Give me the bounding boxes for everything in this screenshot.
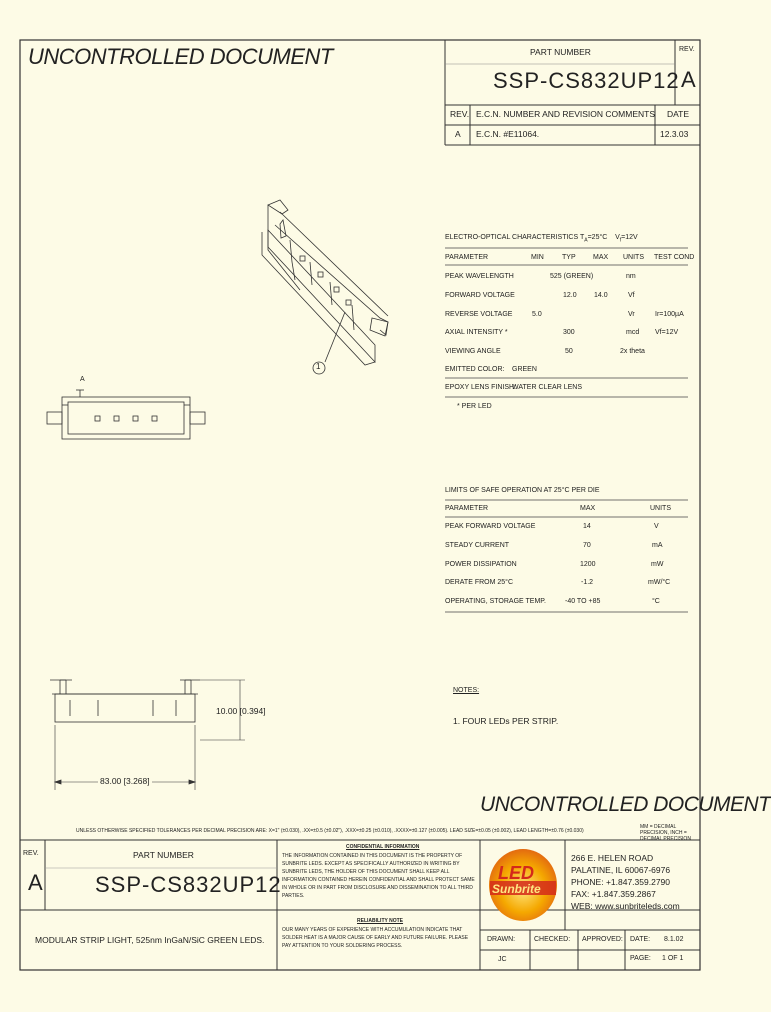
limits-col-units: UNITS bbox=[650, 505, 671, 512]
eo-row-units: mcd bbox=[626, 329, 640, 336]
epoxy-value: WATER CLEAR LENS bbox=[512, 384, 583, 391]
conf-body: THE INFORMATION CONTAINED IN THIS DOCUMENT IS THE PROPERTY OF SUNBRITE LEDS. EXCEPT AS SPECIFICALLY AUTHORIZED IN WRITING BY SUNBRITE LEDS, THE HOLDER OF THIS DOCUMENT SHALL KEEP ALL INFORMATION CONTAINED HEREIN CONFIDENTIAL AND SHALL PROTECT SAME IN WHOLE OR IN PART FROM DISCLOSURE AND DISSEMINATION TO ALL THIRD PARTIES. bbox=[282, 853, 475, 899]
dim-height: 10.00 [0.394] bbox=[216, 706, 266, 716]
watermark-bottom: UNCONTROLLED DOCUMENT bbox=[480, 793, 771, 816]
revisions-col-comment: E.C.N. NUMBER AND REVISION COMMENTS bbox=[476, 109, 655, 119]
revisions-col-date: DATE bbox=[667, 109, 690, 119]
eo-col-test: TEST COND bbox=[654, 254, 695, 261]
eo-row-typ: 300 bbox=[563, 329, 575, 336]
header-part-number: SSP-CS832UP12 bbox=[493, 68, 680, 93]
emitted-color-value: GREEN bbox=[512, 366, 537, 373]
balloon-label: 1 bbox=[316, 362, 321, 371]
eo-footnote: * PER LED bbox=[457, 403, 492, 410]
drawn-value: JC bbox=[498, 956, 507, 963]
eo-row-typ: 12.0 bbox=[563, 292, 577, 299]
conf-title: CONFIDENTIAL INFORMATION bbox=[346, 844, 420, 850]
limits-row-max: -40 TO +85 bbox=[565, 598, 601, 605]
limits-row-param: PEAK FORWARD VOLTAGE bbox=[445, 523, 536, 530]
approved-label: APPROVED: bbox=[582, 936, 623, 943]
eo-row-units: Vf bbox=[628, 292, 635, 299]
eo-row-max: 14.0 bbox=[594, 292, 608, 299]
rel-body: OUR MANY YEARS OF EXPERIENCE WITH ACCUMULATION INDICATE THAT SOLDER HEAT IS A MAJOR CAUSE OF EARLY AND FUTURE FAILURE. PLEASE PAY ATTENTION TO YOUR SOLDERING PROCESS. bbox=[282, 927, 469, 949]
watermark-top: UNCONTROLLED DOCUMENT bbox=[28, 44, 333, 69]
tb-rev-label: REV. bbox=[23, 850, 39, 857]
limits-row-param: STEADY CURRENT bbox=[445, 542, 510, 549]
logo-text: Sunbrite bbox=[492, 882, 541, 896]
eo-row-param: PEAK WAVELENGTH bbox=[445, 273, 514, 280]
eo-title: ELECTRO-OPTICAL CHARACTERISTICS $T_A=25^\circ C$ $V_f=12V$ bbox=[445, 234, 638, 244]
isometric-part-drawing bbox=[262, 200, 388, 374]
front-view-drawing bbox=[50, 680, 245, 790]
page-value: 1 OF 1 bbox=[662, 955, 684, 962]
checked-label: CHECKED: bbox=[534, 936, 571, 943]
eo-row-cond: Vf=12V bbox=[655, 329, 679, 336]
date-value: 8.1.02 bbox=[664, 936, 684, 943]
limits-row-units: V bbox=[654, 523, 659, 530]
eo-row-units: Vr bbox=[628, 311, 635, 318]
tb-description: MODULAR STRIP LIGHT, 525nm InGaN/SiC GREEN LEDS. bbox=[35, 935, 265, 945]
limits-row-units: mW bbox=[651, 561, 664, 568]
address-line: WEB: www.sunbriteleds.com bbox=[571, 901, 680, 911]
notes-item-1: 1. FOUR LEDs PER STRIP. bbox=[453, 716, 559, 726]
limits-row-param: DERATE FROM 25°C bbox=[445, 579, 514, 586]
address-line: 266 E. HELEN ROAD bbox=[571, 853, 654, 863]
emitted-color-label: EMITTED COLOR: bbox=[445, 366, 505, 373]
limits-row-max: 1200 bbox=[580, 561, 596, 568]
eo-col-typ: TYP bbox=[562, 254, 576, 261]
revisions-row-rev: A bbox=[455, 129, 461, 139]
dim-length: 83.00 [3.268] bbox=[100, 776, 150, 786]
limits-row-param: POWER DISSIPATION bbox=[445, 561, 517, 568]
limits-title: LIMITS OF SAFE OPERATION AT 25°C PER DIE bbox=[445, 487, 600, 494]
revisions-col-rev: REV. bbox=[450, 109, 470, 119]
header-rev: A bbox=[681, 67, 696, 92]
limits-row-units: °C bbox=[652, 598, 660, 605]
address-line: PHONE: +1.847.359.2790 bbox=[571, 877, 670, 887]
limits-row-units: mA bbox=[652, 542, 663, 549]
eo-row-param: REVERSE VOLTAGE bbox=[445, 311, 513, 318]
address-line: FAX: +1.847.359.2867 bbox=[571, 889, 656, 899]
eo-row-cond: Ir=100µA bbox=[655, 311, 684, 318]
limits-row-max: -1.2 bbox=[581, 579, 594, 586]
rel-title: RELIABILITY NOTE bbox=[357, 918, 404, 924]
tb-part-number: SSP-CS832UP12 bbox=[95, 872, 282, 897]
notes-title: NOTES: bbox=[453, 687, 480, 694]
eo-col-min: MIN bbox=[531, 254, 544, 261]
header-rev-label: REV. bbox=[679, 46, 695, 53]
eo-col-units: UNITS bbox=[623, 254, 644, 261]
tb-part-number-label: PART NUMBER bbox=[133, 850, 194, 860]
date-label: DATE: bbox=[630, 936, 651, 943]
revisions-row-comment: E.C.N. #E11064. bbox=[476, 129, 540, 139]
revisions-row-date: 12.3.03 bbox=[660, 129, 689, 139]
eo-row-typ: 525 (GREEN) bbox=[550, 273, 594, 280]
view-label-a: A bbox=[80, 376, 85, 383]
header-part-number-label: PART NUMBER bbox=[530, 47, 591, 57]
sunbrite-logo bbox=[486, 845, 560, 925]
top-view-drawing bbox=[47, 390, 205, 439]
address-line: PALATINE, IL 60067-6976 bbox=[571, 865, 671, 875]
eo-row-units: 2x theta bbox=[620, 348, 645, 355]
eo-row-param: VIEWING ANGLE bbox=[445, 348, 501, 355]
logo-led-text: LED bbox=[498, 863, 534, 883]
company-address bbox=[571, 852, 680, 912]
limits-row-units: mW/°C bbox=[648, 579, 671, 586]
eo-row-min: 5.0 bbox=[532, 311, 542, 318]
epoxy-label: EPOXY LENS FINISH: bbox=[445, 384, 517, 391]
drawn-label: DRAWN: bbox=[487, 936, 516, 943]
limits-row-max: 14 bbox=[583, 523, 591, 530]
eo-row-units: nm bbox=[626, 273, 636, 280]
eo-col-parameter: PARAMETER bbox=[445, 254, 489, 261]
limits-col-parameter: PARAMETER bbox=[445, 505, 489, 512]
tb-rev: A bbox=[28, 870, 43, 895]
eo-row-typ: 50 bbox=[565, 348, 573, 355]
eo-col-max: MAX bbox=[593, 254, 609, 261]
eo-row-param: AXIAL INTENSITY * bbox=[445, 329, 508, 336]
page-label: PAGE: bbox=[630, 955, 651, 962]
eo-row-param: FORWARD VOLTAGE bbox=[445, 292, 515, 299]
tolerance-note: UNLESS OTHERWISE SPECIFIED TOLERANCES PER DECIMAL PRECISION ARE: X=1" (±0.030), .XX=±0.5 (±0.02"), .XXX=±0.25 (±0.010), .XXXX=±0.127 (±0.005). LEAD SIZE=±0.05 (±0.002), LEAD LENGTH=±0.76 (±0.030) bbox=[76, 828, 584, 834]
unit-note: MM = DECIMAL PRECISION, INCH = DECIMAL PRECISION bbox=[640, 824, 691, 842]
limits-row-param: OPERATING, STORAGE TEMP. bbox=[445, 598, 547, 605]
limits-col-max: MAX bbox=[580, 505, 596, 512]
limits-row-max: 70 bbox=[583, 542, 591, 549]
